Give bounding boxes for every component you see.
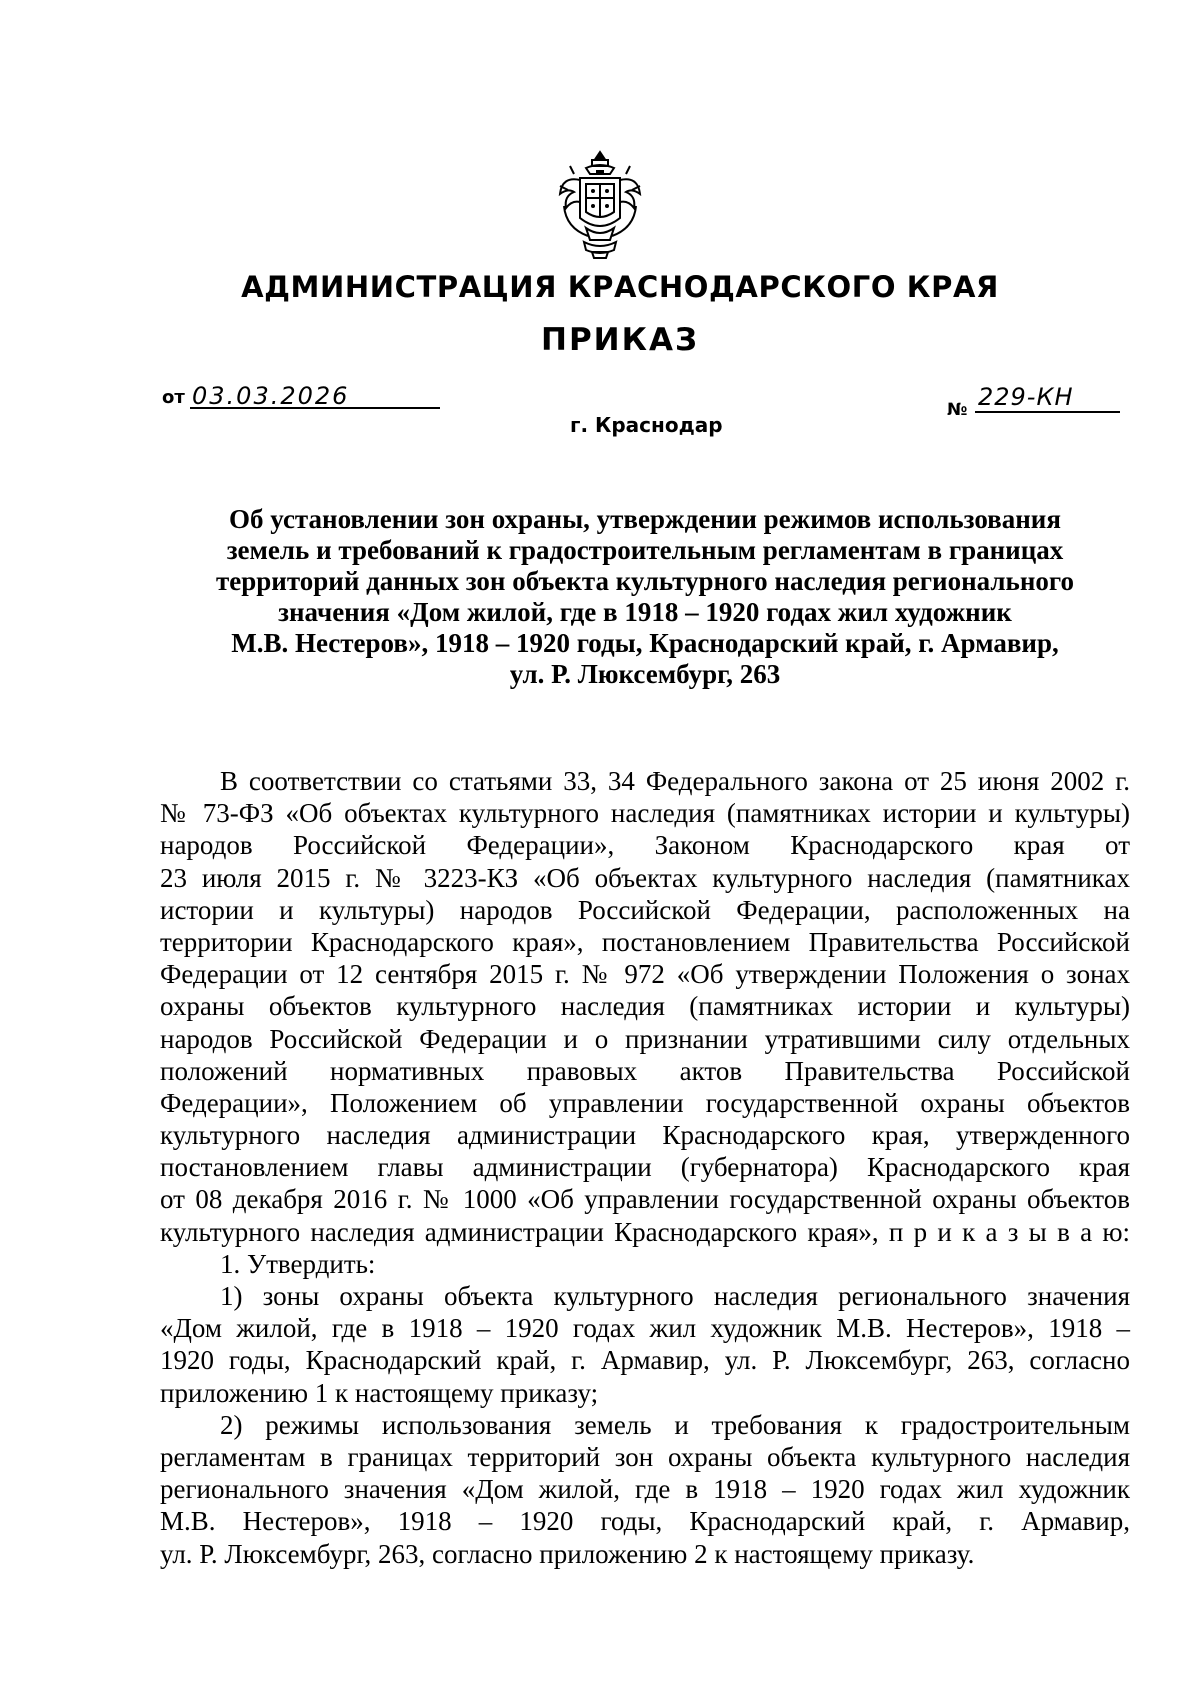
title-line: земель и требований к градостроительным регламентам в границах [226,535,1064,565]
body-line: регламентам в границах территорий зон охраны объекта культурного наследия [160,1441,1130,1472]
title-line: М.В. Нестеров», 1918 – 1920 годы, Краснодарский край, г. Армавир, [231,628,1059,658]
body-line: регионального значения «Дом жилой, где в 1918 – 1920 годах жил художник [160,1474,1130,1505]
body-line: Федерации от 12 сентября 2015 г. № 972 «Об утверждении Положения о зонах [160,959,1130,990]
body-line: В соответствии со статьями 33, 34 Федерального закона от 25 июня 2002 г. [220,766,1130,796]
title-line: значения «Дом жилой, где в 1918 – 1920 годах жил художник [278,597,1012,627]
document-title [165,504,1125,690]
body-line: 1. Утвердить: [220,1248,376,1279]
body-line: постановлением главы администрации (губернатора) Краснодарского края [160,1152,1130,1183]
body-line: 1920 годы, Краснодарский край, г. Армавир, ул. Р. Люксембург, 263, согласно [160,1345,1130,1376]
agency-name: АДМИНИСТРАЦИЯ КРАСНОДАРСКОГО КРАЯ [241,270,999,304]
body-line: народов Российской Федерации», Законом Краснодарского края от [160,830,1130,861]
body-line: 2) режимы использования земель и требования к градостроительным [220,1409,1130,1440]
body-line: Федерации», Положением об управлении государственной охраны объектов [160,1087,1130,1118]
body-line: положений нормативных правовых актов Правительства Российской [160,1055,1130,1086]
city: г. Краснодар [570,413,723,437]
body-line: приложению 1 к настоящему приказу; [160,1377,599,1408]
body-line: культурного наследия администрации Краснодарского края, утвержденного [160,1120,1130,1151]
number-underline [975,411,1120,413]
body-line: культурного наследия администрации Краснодарского края», п р и к а з ы в а ю: [160,1216,1130,1247]
body-line: истории и культуры) народов Российской Федерации, расположенных на [160,894,1130,925]
title-line: Об установлении зон охраны, утверждении режимов использования [229,504,1061,534]
body-line: № 73-ФЗ «Об объектах культурного наследия (памятниках истории и культуры) [160,798,1130,829]
coat-of-arms-emblem [556,150,644,260]
handwritten-number: 229-КН [978,383,1074,411]
title-line: территорий данных зон объекта культурного наследия регионального [216,566,1074,596]
body-line: народов Российской Федерации и о признании утратившими силу отдельных [160,1023,1130,1054]
body-line: 23 июля 2015 г. № 3223-КЗ «Об объектах культурного наследия (памятниках [160,862,1130,893]
body-line: «Дом жилой, где в 1918 – 1920 годах жил художник М.В. Нестеров», 1918 – [160,1313,1130,1344]
body-line: ул. Р. Люксембург, 263, согласно приложению 2 к настоящему приказу. [160,1538,975,1569]
handwritten-date: 03.03.2026 [192,382,350,410]
title-line: ул. Р. Люксембург, 263 [509,659,781,689]
document-type: ПРИКАЗ [541,322,699,358]
document-body [160,765,1130,1570]
number-label: № [947,400,968,420]
body-line: охраны объектов культурного наследия (памятниках истории и культуры) [160,991,1130,1022]
body-line: территории Краснодарского края», постановлением Правительства Российской [160,926,1130,957]
body-line: М.В. Нестеров», 1918 – 1920 годы, Краснодарский край, г. Армавир, [160,1506,1130,1537]
body-line: 1) зоны охраны объекта культурного наследия регионального значения [220,1281,1130,1311]
body-line: от 08 декабря 2016 г. № 1000 «Об управлении государственной охраны объектов [160,1184,1130,1215]
date-label: от [162,387,185,408]
